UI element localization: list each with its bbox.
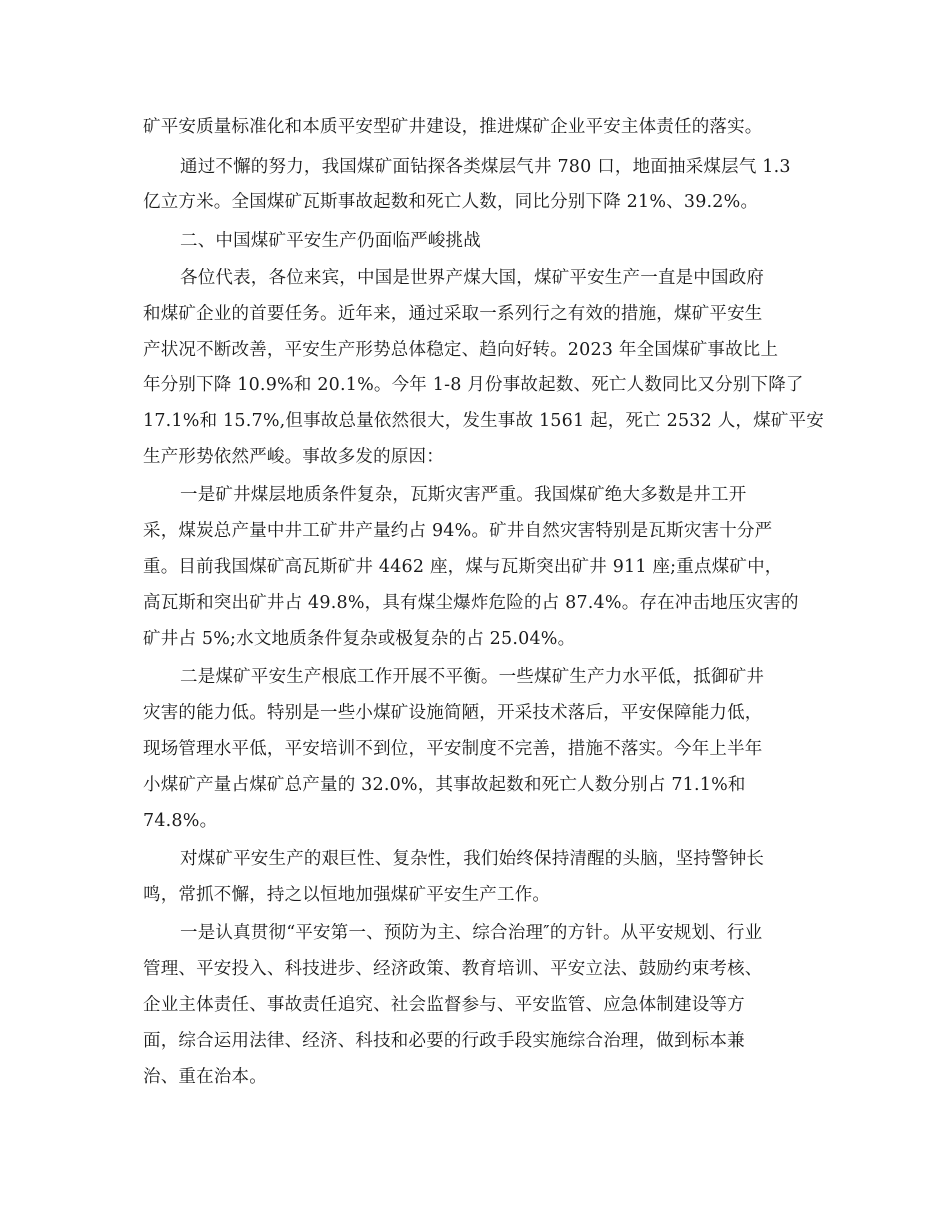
- text-line: 高瓦斯和突出矿井占 49.8%，具有煤尘爆炸危险的占 87.4%。存在冲击地压灾害的: [143, 593, 799, 613]
- text-line: 小煤矿产量占煤矿总产量的 32.0%，其事故起数和死亡人数分别占 71.1%和: [143, 775, 746, 795]
- text-line: 各位代表，各位来宾，中国是世界产煤大国，煤矿平安生产一直是中国政府: [180, 268, 765, 288]
- text-line: 产状况不断改善，平安生产形势总体稳定、趋向好转。2023 年全国煤矿事故比上: [143, 340, 779, 360]
- text-line: 74.8%。: [143, 811, 218, 831]
- text-line: 鸣，常抓不懈，持之以恒地加强煤矿平安生产工作。: [143, 885, 551, 905]
- text-line: 采，煤炭总产量中井工矿井产量约占 94%。矿井自然灾害特别是瓦斯灾害十分严: [143, 521, 773, 541]
- text-line: 年分别下降 10.9%和 20.1%。今年 1-8 月份事故起数、死亡人数同比又分别下降了: [143, 375, 804, 395]
- text-line: 企业主体责任、事故责任追究、社会监督参与、平安监管、应急体制建设等方: [143, 995, 745, 1015]
- section-heading: 二、中国煤矿平安生产仍面临严峻挑战: [180, 231, 481, 251]
- text-line: 17.1%和 15.7%,但事故总量依然很大，发生事故 1561 起，死亡 2532 人，煤矿平安: [143, 411, 824, 431]
- text-line: 管理、平安投入、科技进步、经济政策、教育培训、平安立法、鼓励约束考核、: [143, 959, 763, 979]
- text-line: 生产形势依然严峻。事故多发的原因：: [143, 447, 444, 467]
- text-line: 矿井占 5%;水文地质条件复杂或极复杂的占 25.04%。: [143, 629, 576, 649]
- text-line: 一是认真贯彻“平安第一、预防为主、综合治理″的方针。从平安规划、行业: [180, 923, 763, 943]
- text-line: 一是矿井煤层地质条件复杂，瓦斯灾害严重。我国煤矿绝大多数是井工开: [180, 485, 747, 505]
- text-line: 重。目前我国煤矿高瓦斯矿井 4462 座，煤与瓦斯突出矿井 911 座;重点煤矿中，: [143, 557, 783, 577]
- text-line: 治、重在治本。: [143, 1067, 267, 1087]
- text-line: 二是煤矿平安生产根底工作开展不平衡。一些煤矿生产力水平低，抵御矿井: [180, 667, 765, 687]
- text-line: 亿立方米。全国煤矿瓦斯事故起数和死亡人数，同比分别下降 21%、39.2%。: [143, 192, 759, 212]
- text-line: 面，综合运用法律、经济、科技和必要的行政手段实施综合治理，做到标本兼: [143, 1031, 745, 1051]
- text-line: 和煤矿企业的首要任务。近年来，通过采取一系列行之有效的措施，煤矿平安生: [143, 304, 763, 324]
- text-line: 对煤矿平安生产的艰巨性、复杂性，我们始终保持清醒的头脑，坚持警钟长: [180, 849, 765, 869]
- text-line: 通过不懈的努力，我国煤矿面钻探各类煤层气井 780 口，地面抽采煤层气 1.3: [180, 157, 791, 177]
- text-line: 现场管理水平低，平安培训不到位，平安制度不完善，措施不落实。今年上半年: [143, 739, 763, 759]
- text-line: 灾害的能力低。特别是一些小煤矿设施简陋，开采技术落后，平安保障能力低，: [143, 703, 763, 723]
- text-line: 矿平安质量标准化和本质平安型矿井建设，推进煤矿企业平安主体责任的落实。: [143, 117, 763, 137]
